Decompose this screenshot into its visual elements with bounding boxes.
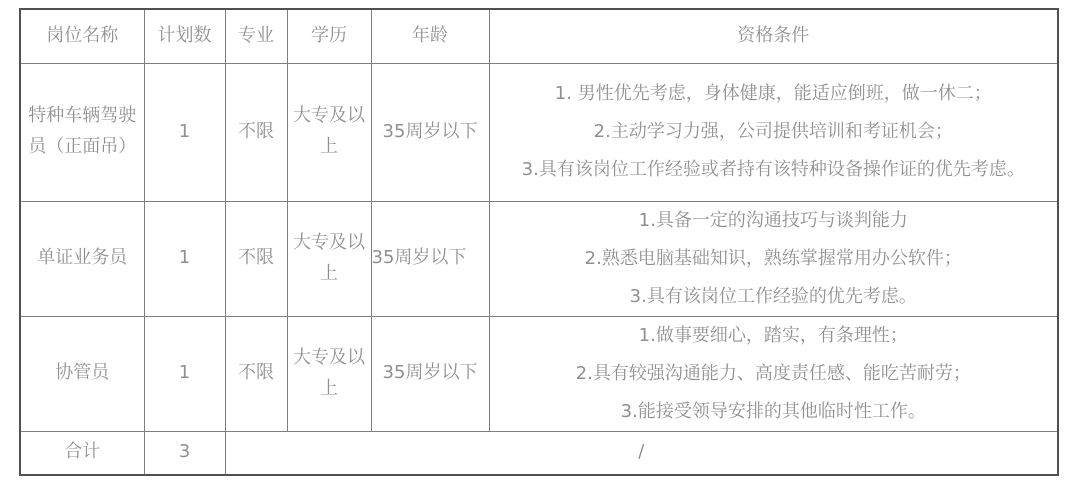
qualification-line: 1.做事要细心，踏实，有条理性；	[638, 324, 908, 346]
total-row	[20, 431, 1058, 475]
education-cell: 大专及以上	[287, 63, 371, 201]
job-row-special-vehicle-driver	[20, 63, 1058, 201]
header-count: 计划数	[144, 9, 225, 63]
total-merged-cell: /	[225, 431, 1058, 475]
qualification-line: 3.具有该岗位工作经验的优先考虑。	[629, 285, 917, 307]
major-cell: 不限	[225, 316, 287, 431]
qualifications-cell	[489, 201, 1058, 316]
qualifications-cell	[489, 63, 1058, 201]
qualification-line: 1. 男性优先考虑，身体健康，能适应倒班，做一休二；	[554, 83, 992, 104]
header-major: 专业	[225, 9, 287, 63]
job-row-assistant	[20, 316, 1058, 431]
count-cell: 1	[144, 201, 225, 316]
header-age: 年龄	[371, 9, 489, 63]
age-cell: 35周岁以下	[371, 201, 489, 316]
qualifications-cell	[489, 316, 1058, 431]
position-cell: 单证业务员	[20, 201, 144, 316]
recruitment-table	[19, 8, 1059, 476]
qualification-line: 3.能接受领导安排的其他临时性工作。	[620, 400, 926, 422]
education-cell: 大专及以上	[287, 316, 371, 431]
age-cell: 35周岁以下	[371, 316, 489, 431]
total-count-cell: 3	[144, 431, 225, 475]
age-cell: 35周岁以下	[371, 63, 489, 201]
header-row	[20, 9, 1058, 63]
count-cell: 1	[144, 63, 225, 201]
qualification-line: 2.熟悉电脑基础知识，熟练掌握常用办公软件；	[584, 247, 962, 269]
header-position: 岗位名称	[20, 9, 144, 63]
major-cell: 不限	[225, 201, 287, 316]
position-cell: 特种车辆驾驶员（正面吊）	[20, 63, 144, 201]
qualification-line: 1.具备一定的沟通技巧与谈判能力	[638, 209, 908, 231]
qualification-line: 2.具有较强沟通能力、高度责任感、能吃苦耐劳；	[575, 362, 971, 384]
position-cell: 协管员	[20, 316, 144, 431]
major-cell: 不限	[225, 63, 287, 201]
job-row-documentation-clerk	[20, 201, 1058, 316]
qualification-line: 3.具有该岗位工作经验或者持有该特种设备操作证的优先考虑。	[521, 159, 1025, 180]
education-cell: 大专及以上	[287, 201, 371, 316]
total-label-cell: 合计	[20, 431, 144, 475]
qualification-line: 2.主动学习力强，公司提供培训和考证机会；	[593, 121, 953, 142]
header-qualifications: 资格条件	[489, 9, 1058, 63]
header-education: 学历	[287, 9, 371, 63]
count-cell: 1	[144, 316, 225, 431]
